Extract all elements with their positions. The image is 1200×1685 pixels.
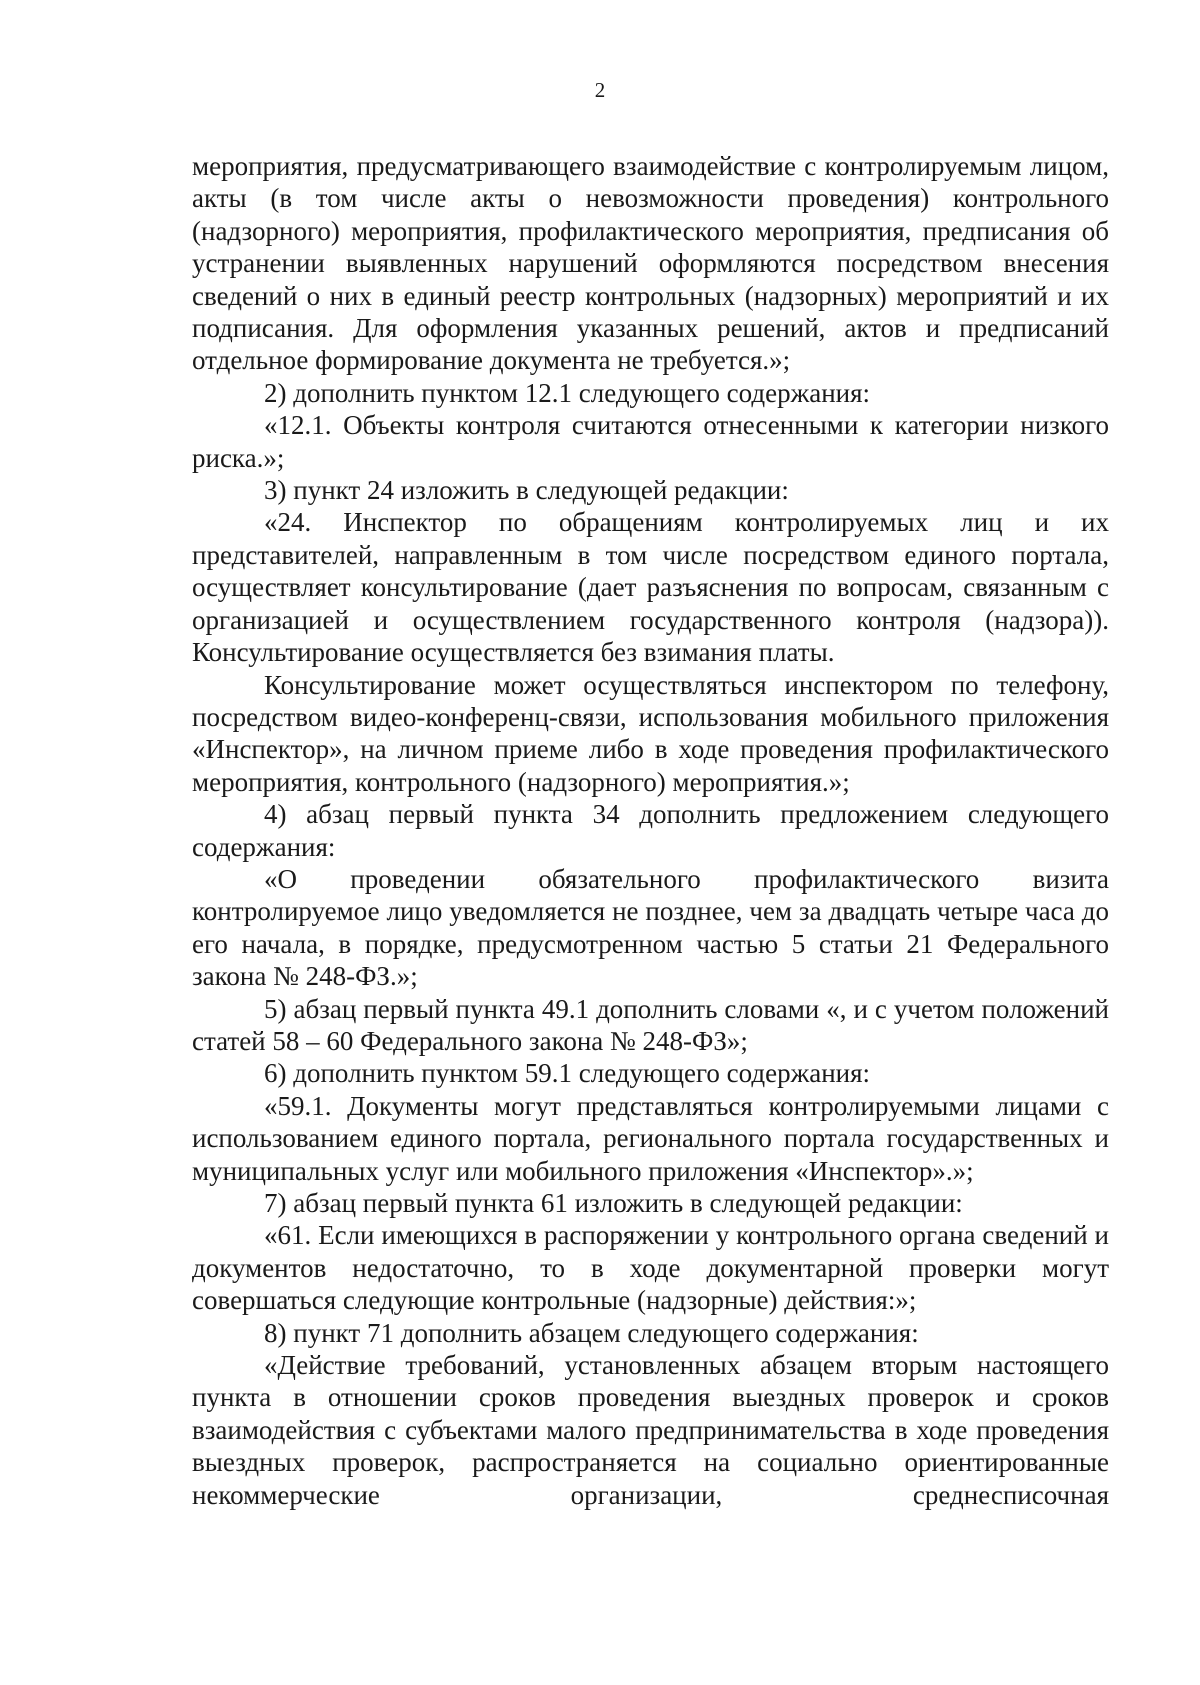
paragraph: мероприятия, предусматривающего взаимодействие с контролируемым лицом, акты (в том числе акты о невозможности проведения) контрольного (надзорного) мероприятия, профилактического мероприятия, предписания об устранении выявленных нарушений оформляются посредством внесения сведений о них в единый реестр контрольных (надзорных) мероприятий и их подписания. Для оформления указанных решений, актов и предписаний отдельное формирование документа не требуется.»; xyxy=(192,151,1109,376)
paragraph: 8) пункт 71 дополнить абзацем следующего содержания: xyxy=(264,1317,919,1348)
paragraph: «59.1. Документы могут представляться контролируемыми лицами с использованием единого портала, регионального портала государственных и муниципальных услуг или мобильного приложения «Инспектор».»; xyxy=(192,1090,1109,1186)
paragraph: Консультирование может осуществляться инспектором по телефону, посредством видео-конференц-связи, использования мобильного приложения «Инспектор», на личном приеме либо в ходе проведения профилактического мероприятия, контрольного (надзорного) мероприятия.»; xyxy=(192,669,1109,797)
document-body xyxy=(192,150,1109,1511)
paragraph: «Действие требований, установленных абзацем вторым настоящего пункта в отношении сроков проведения выездных проверок и сроков взаимодействия с субъектами малого предпринимательства в ходе проведения выездных проверок, распространяется на социально ориентированные некоммерческие организации, среднесписочная xyxy=(192,1350,1109,1510)
paragraph: 6) дополнить пунктом 59.1 следующего содержания: xyxy=(264,1058,871,1089)
paragraph: «24. Инспектор по обращениям контролируемых лиц и их представителей, направленным в том числе посредством единого портала, осуществляет консультирование (дает разъяснения по вопросам, связанным с организацией и осуществлением государственного контроля (надзора)). Консультирование осуществляется без взимания платы. xyxy=(192,507,1109,668)
paragraph: 5) абзац первый пункта 49.1 дополнить словами «, и с учетом положений статей 58 – 60 Федерального закона № 248-ФЗ»; xyxy=(192,993,1109,1056)
paragraph: 3) пункт 24 изложить в следующей редакции: xyxy=(264,475,789,506)
page-number: 2 xyxy=(594,78,606,102)
paragraph: «61. Если имеющихся в распоряжении у контрольного органа сведений и документов недостаточно, то в ходе документарной проверки могут совершаться следующие контрольные (надзорные) действия:»; xyxy=(192,1220,1109,1316)
paragraph: 4) абзац первый пункта 34 дополнить предложением следующего содержания: xyxy=(192,799,1109,862)
paragraph: 2) дополнить пунктом 12.1 следующего содержания: xyxy=(264,377,871,408)
paragraph: 7) абзац первый пункта 61 изложить в следующей редакции: xyxy=(264,1188,963,1218)
paragraph: «12.1. Объекты контроля считаются отнесенными к категории низкого риска.»; xyxy=(192,410,1109,473)
paragraph: «О проведении обязательного профилактического визита контролируемое лицо уведомляется не позднее, чем за двадцать четыре часа до его начала, в порядке, предусмотренном частью 5 статьи 21 Федерального закона № 248-ФЗ.»; xyxy=(192,863,1109,992)
